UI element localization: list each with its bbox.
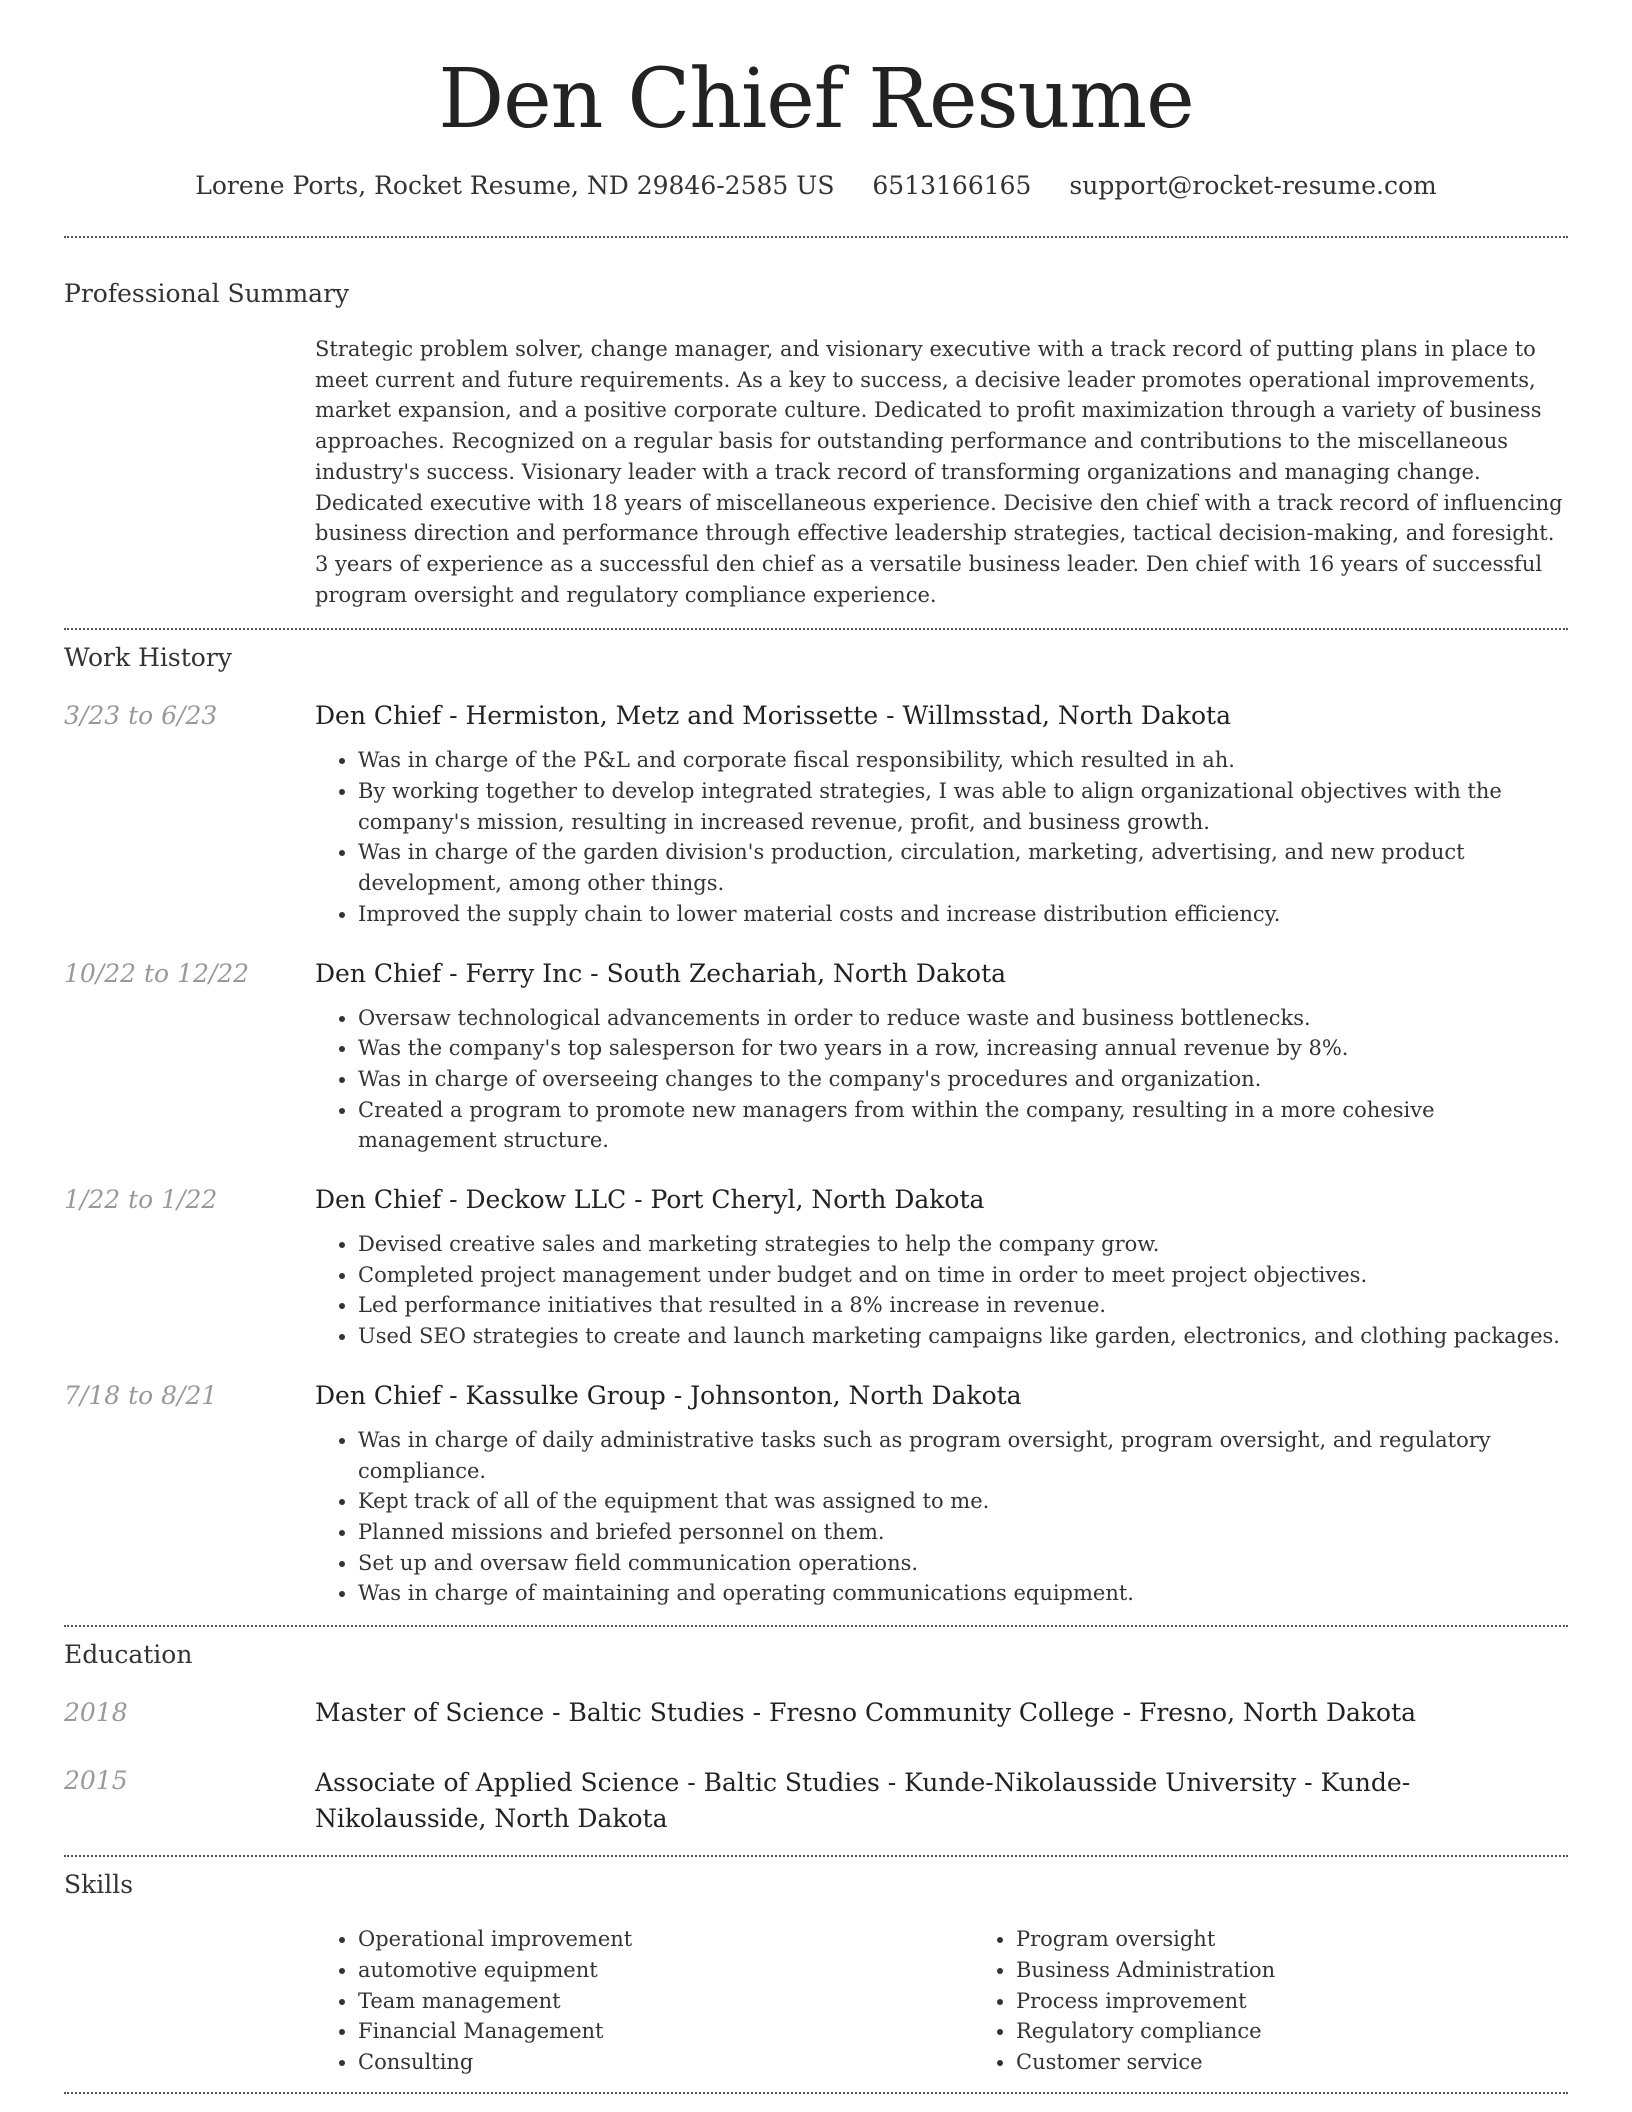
list-item: • Oversaw technological advancements in order to reduce waste and business bottlenecks. — [358, 1003, 1568, 1034]
contact-phone: 6513166165 — [872, 171, 1032, 200]
job-dates: 10/22 to 12/22 — [64, 958, 250, 988]
list-item: • Used SEO strategies to create and launch marketing campaigns like garden, electronics, and clothing packages. — [358, 1321, 1568, 1352]
job-bullets — [315, 1425, 1568, 1609]
list-item: • By working together to develop integrated strategies, I was able to align organizational objectives with the company's mission, resulting in increased revenue, profit, and business growth. — [358, 776, 1568, 837]
education-entry — [64, 1765, 1568, 1837]
contact-email: support@rocket-resume.com — [1069, 171, 1437, 200]
list-item: • Regulatory compliance — [1016, 2016, 1631, 2047]
skills-list-right — [973, 1924, 1631, 2078]
list-item: • Was in charge of daily administrative tasks such as program oversight, program oversight, and regulatory compliance. — [358, 1425, 1568, 1486]
list-item: • Process improvement — [1016, 1986, 1631, 2017]
list-item: • Devised creative sales and marketing strategies to help the company grow. — [358, 1229, 1568, 1260]
list-item: • Set up and oversaw field communication operations. — [358, 1548, 1568, 1579]
summary-text: Strategic problem solver, change manager, and visionary executive with a track record of putting plans in place to meet current and future requirements. As a key to success, a decisive leader promotes operational improvements, market expansion, and a positive corporate culture. Dedicated to profit maximization through a variety of business approaches. Recognized on a regular basis for outstanding performance and contributions to the miscellaneous industry's success. Visionary leader with a track record of transforming organizations and managing change. Dedicated executive with 18 years of miscellaneous experience. Decisive den chief with a track record of influencing business direction and performance through effective leadership strategies, tactical decision-making, and foresight. 3 years of experience as a successful den chief as a versatile business leader. Den chief with 16 years of successful program oversight and regulatory compliance experience. — [315, 337, 1563, 607]
divider — [64, 1625, 1568, 1627]
skills-list-left — [315, 1924, 973, 2078]
resume-title: Den Chief Resume — [438, 52, 1194, 147]
job-title: Den Chief - Hermiston, Metz and Morissette - Willmsstad, North Dakota — [315, 701, 1231, 731]
list-item: • Planned missions and briefed personnel on them. — [358, 1517, 1568, 1548]
job-bullets — [315, 1229, 1568, 1352]
education-year: 2015 — [64, 1766, 128, 1796]
education-year: 2018 — [64, 1698, 128, 1728]
section-title-work-history: Work History — [64, 643, 232, 673]
list-item: • automotive equipment — [358, 1955, 973, 1986]
section-title-education: Education — [64, 1640, 193, 1670]
section-title-skills: Skills — [64, 1870, 134, 1900]
section-title-summary: Professional Summary — [64, 279, 350, 308]
job-bullets — [315, 1003, 1568, 1157]
list-item: • Was in charge of maintaining and operating communications equipment. — [358, 1578, 1568, 1609]
job-title: Den Chief - Deckow LLC - Port Cheryl, North Dakota — [315, 1185, 985, 1215]
job-dates: 1/22 to 1/22 — [64, 1185, 218, 1215]
summary-row — [64, 334, 1568, 610]
list-item: • Improved the supply chain to lower material costs and increase distribution efficiency. — [358, 899, 1568, 930]
list-item: • Was in charge of overseeing changes to the company's procedures and organization. — [358, 1064, 1568, 1095]
list-item: • Completed project management under budget and on time in order to meet project objectives. — [358, 1260, 1568, 1291]
education-text: Master of Science - Baltic Studies - Fresno Community College - Fresno, North Dakota — [315, 1698, 1417, 1728]
divider — [64, 1855, 1568, 1857]
divider — [64, 628, 1568, 630]
job-entry — [64, 1184, 1568, 1352]
education-entry — [64, 1697, 1568, 1729]
job-entry — [64, 700, 1568, 929]
job-title: Den Chief - Ferry Inc - South Zechariah, North Dakota — [315, 958, 1007, 988]
job-bullets — [315, 745, 1568, 929]
list-item: • Was in charge of the garden division's production, circulation, marketing, advertising, and new product development, among other things. — [358, 837, 1568, 898]
list-item: • Business Administration — [1016, 1955, 1631, 1986]
divider — [64, 2092, 1568, 2094]
skills-row — [64, 1911, 1568, 2078]
job-title: Den Chief - Kassulke Group - Johnsonton, North Dakota — [315, 1380, 1022, 1410]
contact-address: Lorene Ports, Rocket Resume, ND 29846-2585 US — [195, 171, 835, 200]
job-dates: 7/18 to 8/21 — [64, 1380, 218, 1410]
job-dates: 3/23 to 6/23 — [64, 701, 218, 731]
list-item: • Consulting — [358, 2047, 973, 2078]
divider — [64, 236, 1568, 238]
list-item: • Led performance initiatives that resulted in a 8% increase in revenue. — [358, 1290, 1568, 1321]
list-item: • Financial Management — [358, 2016, 973, 2047]
list-item: • Program oversight — [1016, 1924, 1631, 1955]
job-entry — [64, 958, 1568, 1157]
list-item: • Was the company's top salesperson for two years in a row, increasing annual revenue by 8%. — [358, 1033, 1568, 1064]
list-item: • Created a program to promote new managers from within the company, resulting in a more cohesive management structure. — [358, 1095, 1568, 1156]
education-text: Associate of Applied Science - Baltic Studies - Kunde-Nikolausside University - Kunde-Nikolausside, North Dakota — [315, 1768, 1411, 1834]
list-item: • Team management — [358, 1986, 973, 2017]
list-item: • Operational improvement — [358, 1924, 973, 1955]
list-item: • Was in charge of the P&L and corporate fiscal responsibility, which resulted in ah. — [358, 745, 1568, 776]
contact-line — [64, 170, 1568, 202]
list-item: • Customer service — [1016, 2047, 1631, 2078]
job-entry — [64, 1380, 1568, 1609]
resume-page — [64, 0, 1568, 2094]
list-item: • Kept track of all of the equipment that was assigned to me. — [358, 1486, 1568, 1517]
